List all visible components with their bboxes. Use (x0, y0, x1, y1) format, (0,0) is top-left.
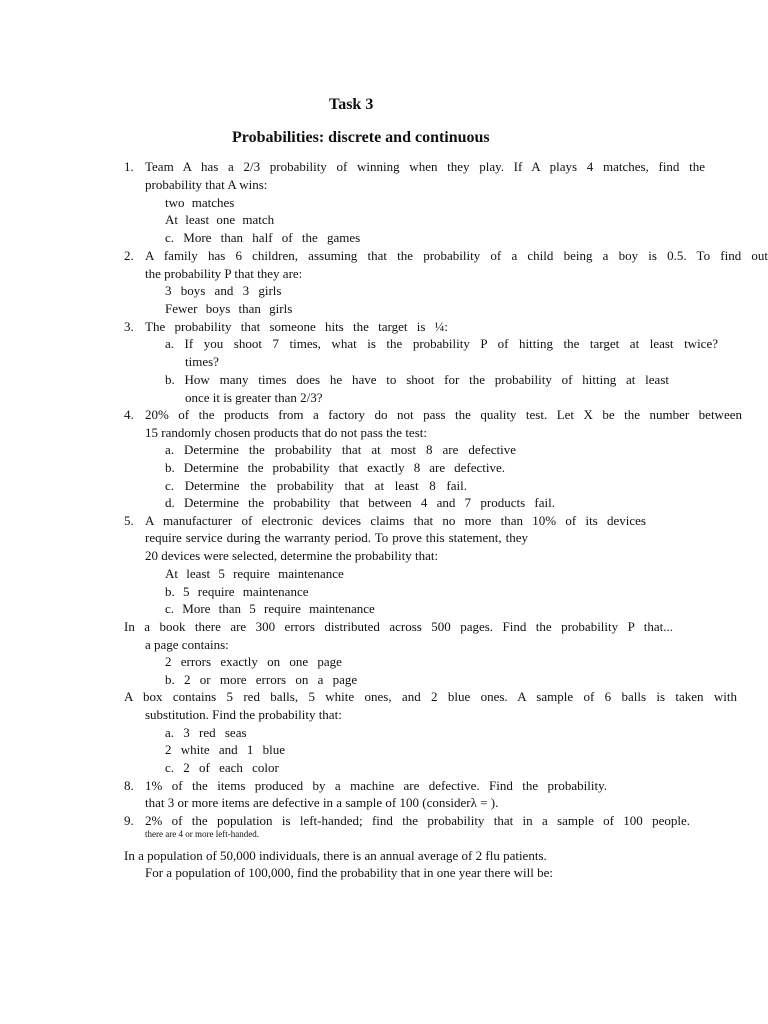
sub-item: d. Determine the probability that between 4 and 7 products fail. (165, 495, 555, 510)
sub-item-continuation: once it is greater than 2/3? (185, 390, 323, 405)
problem-line: A box contains 5 red balls, 5 white ones, and 2 blue ones. A sample of 6 balls is taken with (124, 689, 737, 704)
problem-line: there are 4 or more left-handed. (145, 829, 259, 839)
page-title: Task 3 (329, 96, 374, 113)
problem-line: A manufacturer of electronic devices claims that no more than 10% of its devices (145, 513, 646, 528)
sub-item: two matches (165, 195, 235, 210)
problem-line: 1% of the items produced by a machine are defective. Find the probability. (145, 778, 607, 793)
sub-item: b. 5 require maintenance (165, 584, 309, 599)
problem-line: 20% of the products from a factory do not pass the quality test. Let X be the number between (145, 407, 742, 422)
item-number: 4. (124, 407, 134, 422)
sub-item: b. 2 or more errors on a page (165, 672, 358, 687)
sub-item-continuation: times? (185, 354, 219, 369)
sub-item: b. Determine the probability that exactly 8 are defective. (165, 460, 505, 475)
problem-line: that 3 or more items are defective in a sample of 100 (considerλ = ). (145, 795, 499, 810)
problem-line: The probability that someone hits the target is ¼: (145, 319, 449, 334)
problem-line: a page contains: (145, 637, 229, 652)
sub-item: c. 2 of each color (165, 760, 279, 775)
problem-line: 2% of the population is left-handed; find the probability that in a sample of 100 people. (145, 813, 690, 828)
sub-item: c. Determine the probability that at least 8 fail. (165, 478, 467, 493)
item-number: 9. (124, 813, 134, 828)
problem-line: In a book there are 300 errors distributed across 500 pages. Find the probability P that... (124, 619, 673, 634)
problem-line: the probability P that they are: (145, 266, 303, 281)
sub-item: Fewer boys than girls (165, 301, 293, 316)
page-subtitle: Probabilities: discrete and continuous (232, 129, 490, 146)
problem-line: probability that A wins: (145, 177, 268, 192)
problem-line: A family has 6 children, assuming that the probability of a child being a boy is 0.5. To find out (145, 248, 768, 263)
sub-item: At least one match (165, 212, 275, 227)
item-number: 3. (124, 319, 134, 334)
sub-item: b. How many times does he have to shoot for the probability of hitting at least (165, 372, 669, 387)
problem-line: In a population of 50,000 individuals, there is an annual average of 2 flu patients. (124, 848, 547, 863)
sub-item: c. More than half of the games (165, 230, 361, 245)
problem-line: substitution. Find the probability that: (145, 707, 342, 722)
sub-item: 2 errors exactly on one page (165, 654, 342, 669)
problem-line: 20 devices were selected, determine the probability that: (145, 548, 439, 563)
sub-item: 3 boys and 3 girls (165, 283, 282, 298)
problem-line: require service during the warranty period. To prove this statement, they (145, 530, 528, 545)
sub-item: a. If you shoot 7 times, what is the probability P of hitting the target at least twice? (165, 336, 718, 351)
sub-item: At least 5 require maintenance (165, 566, 344, 581)
sub-item: c. More than 5 require maintenance (165, 601, 375, 616)
problem-line: 15 randomly chosen products that do not pass the test: (145, 425, 427, 440)
sub-item: 2 white and 1 blue (165, 742, 286, 757)
item-number: 5. (124, 513, 134, 528)
problem-line: Team A has a 2/3 probability of winning when they play. If A plays 4 matches, find the (145, 159, 705, 174)
sub-item: a. 3 red seas (165, 725, 247, 740)
item-number: 1. (124, 159, 134, 174)
item-number: 2. (124, 248, 134, 263)
sub-item: a. Determine the probability that at most 8 are defective (165, 442, 516, 457)
problem-line: For a population of 100,000, find the probability that in one year there will be: (145, 865, 553, 880)
item-number: 8. (124, 778, 134, 793)
